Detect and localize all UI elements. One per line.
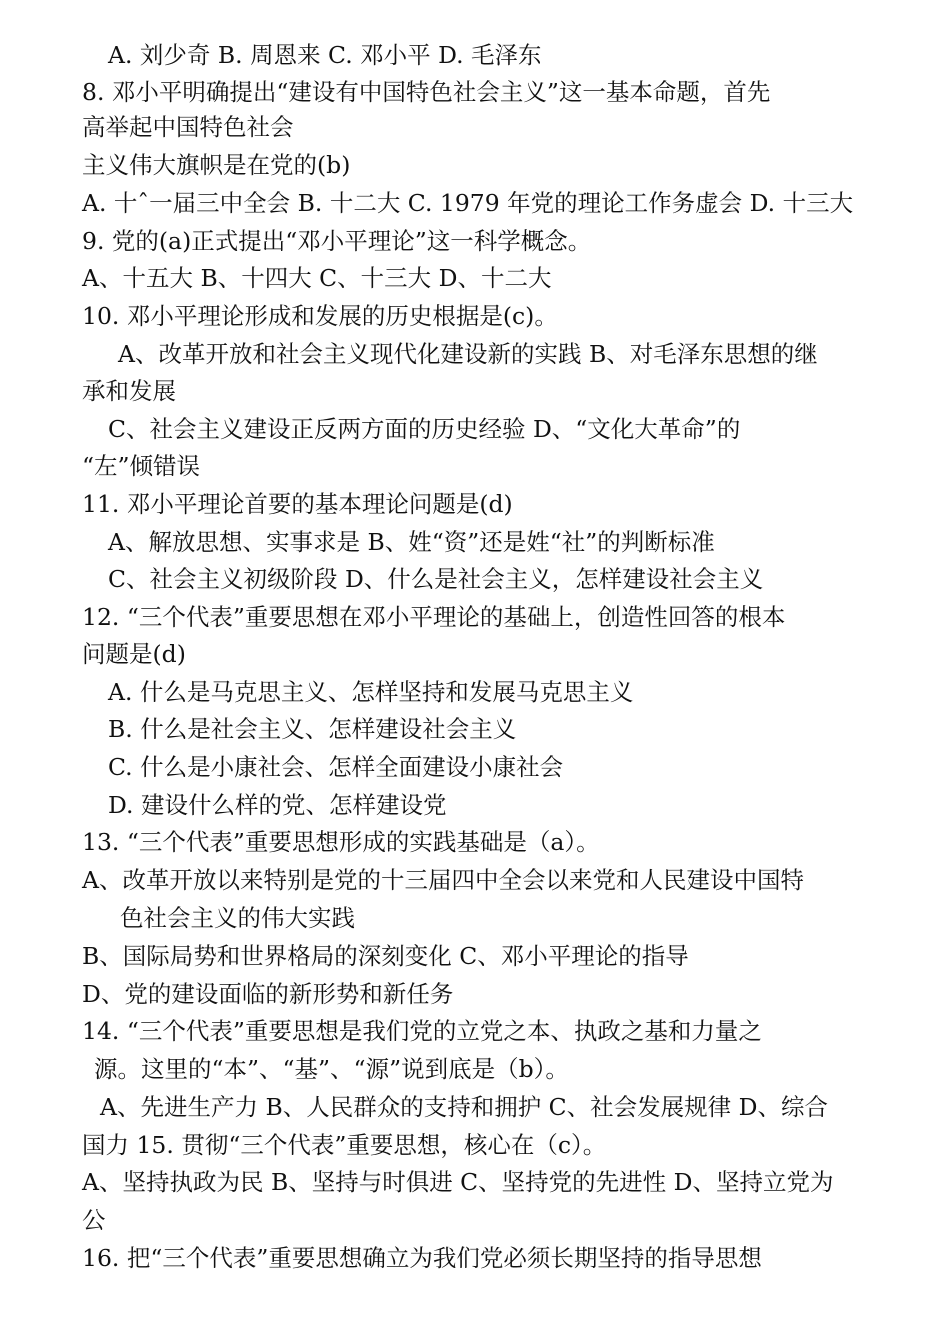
text-line: 8. 邓小平明确提出“建设有中国特色社会主义”这一基本命题，首先	[82, 78, 771, 106]
text-line: A. 什么是马克思主义、怎样坚持和发展马克思主义	[108, 678, 634, 706]
text-line: 高举起中国特色社会	[82, 113, 294, 141]
text-line: A. 十ˆ一届三中全会 B. 十二大 C. 1979 年党的理论工作务虚会 D. 十三大	[82, 189, 854, 217]
text-line: 14. “三个代表”重要思想是我们党的立党之本、执政之基和力量之	[82, 1017, 762, 1045]
text-line: 公	[82, 1206, 106, 1234]
text-line: A、坚持执政为民 B、坚持与时俱进 C、坚持党的先进性 D、坚持立党为	[82, 1168, 834, 1196]
text-line: B、国际局势和世界格局的深刻变化 C、邓小平理论的指导	[82, 942, 689, 970]
text-line: 承和发展	[82, 377, 176, 405]
text-line: 16. 把“三个代表”重要思想确立为我们党必须长期坚持的指导思想	[82, 1244, 762, 1272]
text-line: 11. 邓小平理论首要的基本理论问题是(d)	[82, 490, 513, 518]
text-line: 12. “三个代表”重要思想在邓小平理论的基础上，创造性回答的根本	[82, 603, 786, 631]
text-line: A、改革开放以来特别是党的十三届四中全会以来党和人民建设中国特	[82, 866, 804, 894]
text-line: C. 什么是小康社会、怎样全面建设小康社会	[108, 753, 564, 781]
text-line: C、社会主义建设正反两方面的历史经验 D、“文化大革命”的	[108, 415, 741, 443]
text-line: “左”倾错误	[82, 452, 201, 480]
text-line: B. 什么是社会主义、怎样建设社会主义	[108, 715, 517, 743]
text-line: A、改革开放和社会主义现代化建设新的实践 B、对毛泽东思想的继	[118, 340, 818, 368]
text-line: 源。这里的“本”、“基”、“源”说到底是（b）。	[94, 1055, 569, 1083]
text-line: 色社会主义的伟大实践	[120, 904, 355, 932]
text-line: D、党的建设面临的新形势和新任务	[82, 980, 454, 1008]
text-line: D. 建设什么样的党、怎样建设党	[108, 791, 447, 819]
text-line: A、十五大 B、十四大 C、十三大 D、十二大	[82, 264, 552, 292]
text-line: 主义伟大旗帜是在党的(b)	[82, 151, 351, 179]
text-line: 13. “三个代表”重要思想形成的实践基础是（a）。	[82, 828, 600, 856]
text-line: A、解放思想、实事求是 B、姓“资”还是姓“社”的判断标准	[108, 528, 715, 556]
text-line: 国力 15. 贯彻“三个代表”重要思想，核心在（c）。	[82, 1131, 607, 1159]
text-line: A、先进生产力 B、人民群众的支持和拥护 C、社会发展规律 D、综合	[100, 1093, 828, 1121]
text-line: 问题是(d)	[82, 640, 186, 668]
text-line: A. 刘少奇 B. 周恩来 C. 邓小平 D. 毛泽东	[108, 41, 542, 69]
text-line: 9. 党的(a)正式提出“邓小平理论”这一科学概念。	[82, 227, 592, 255]
text-line: 10. 邓小平理论形成和发展的历史根据是(c)。	[82, 302, 558, 330]
text-line: C、社会主义初级阶段 D、什么是社会主义，怎样建设社会主义	[108, 565, 764, 593]
